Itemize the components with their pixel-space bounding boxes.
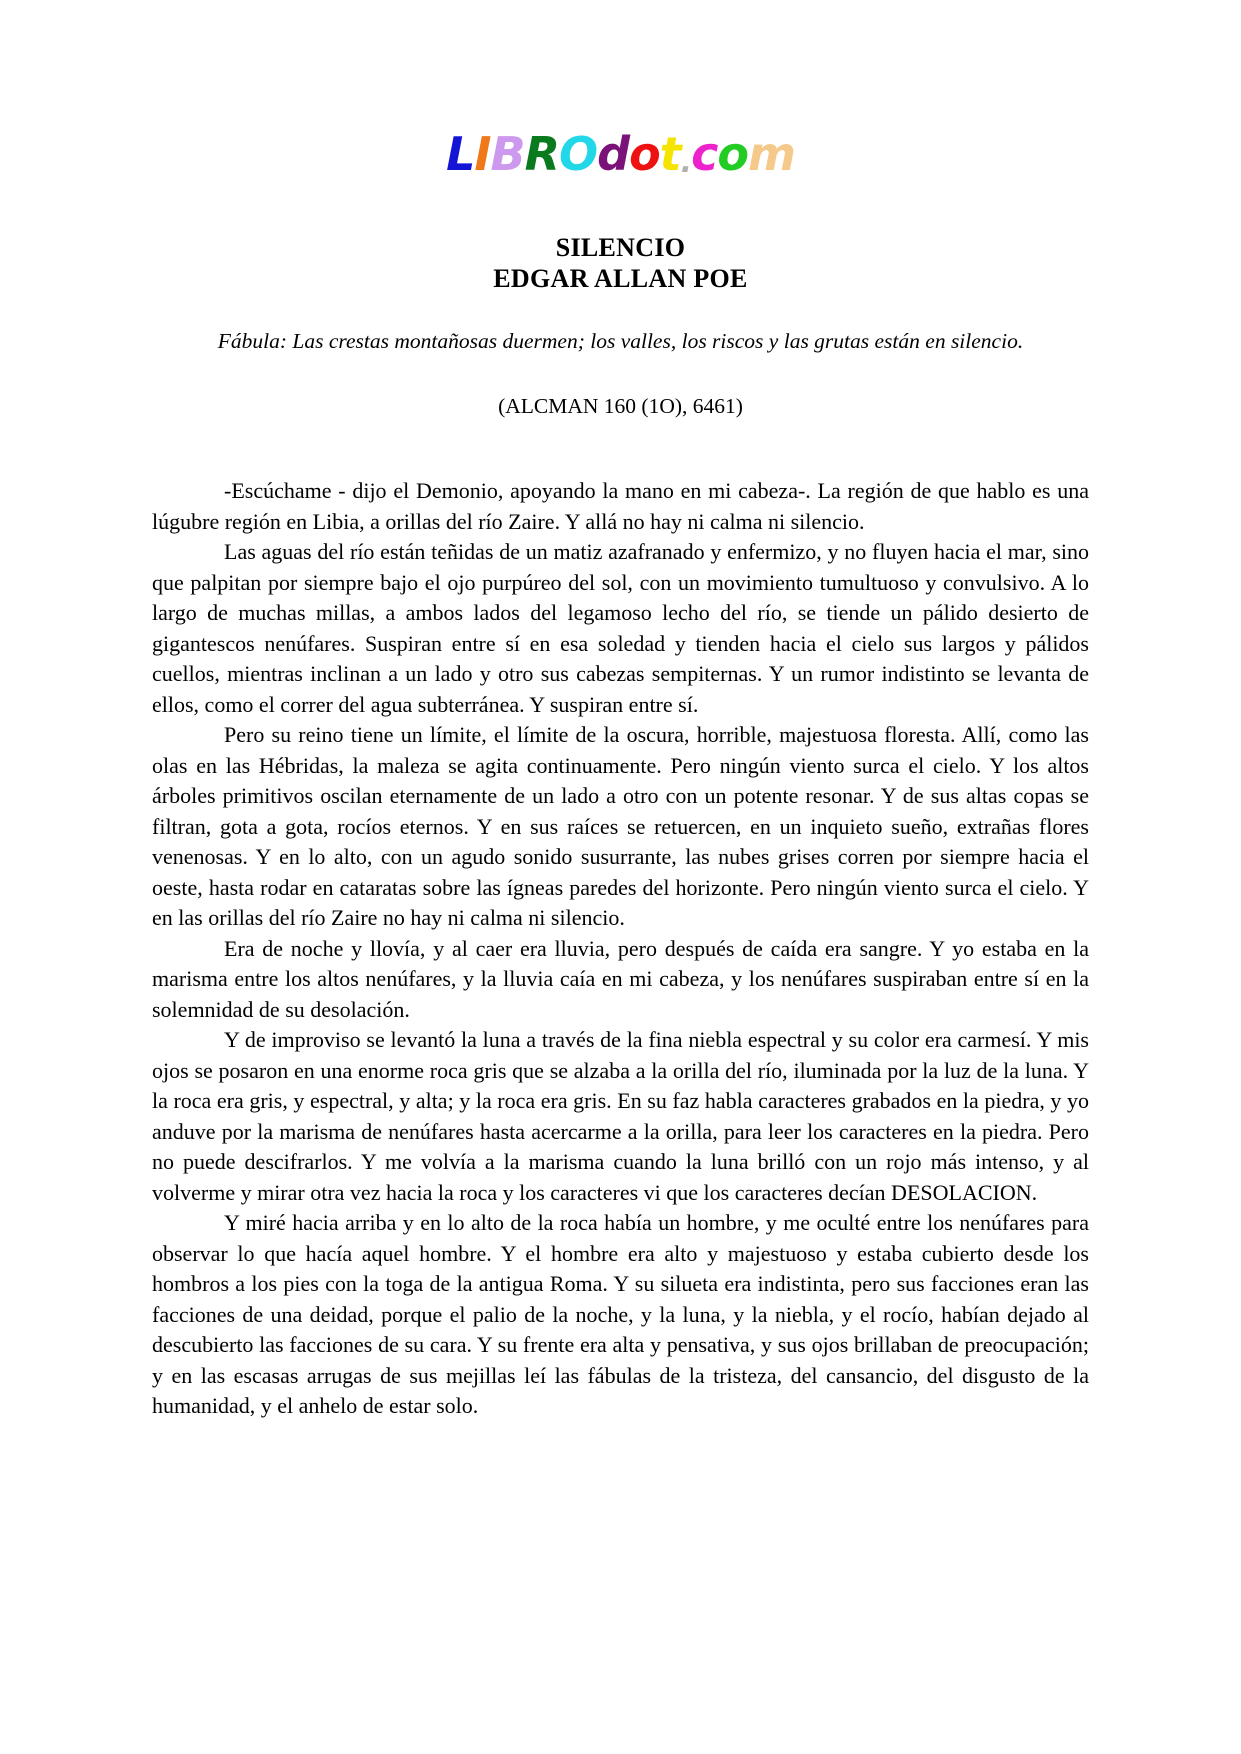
epigraph-text: Fábula: Las crestas montañosas duermen; los valles, los riscos y las grutas están en silencio.: [217, 329, 1024, 353]
body-paragraph: Era de noche y llovía, y al caer era lluvia, pero después de caída era sangre. Y yo estaba en la marisma entre los altos nenúfares, y la lluvia caía en mi cabeza, y los nenúfares suspiraban entre sí en la solemnidad de su desolación.: [152, 935, 1089, 1022]
body-paragraph: Las aguas del río están teñidas de un matiz azafranado y enfermizo, y no fluyen hacia el mar, sino que palpitan por siempre bajo el ojo purpúreo del sol, con un movimiento tumultuoso y convulsivo. A lo largo de muchas millas, a ambos lados del legamoso lecho del río, se tiende un pálido desierto de gigantescos nenúfares. Suspiran entre sí en esa soledad y tienden hacia el cielo sus largos y pálidos cuellos, mientras inclinan a un lado y otro sus cabezas sempiternas. Y un rumor indistinto se levanta de ellos, como el correr del agua subterránea. Y suspiran entre sí.: [152, 539, 1089, 717]
logo-letter-8: .: [680, 145, 692, 180]
logo-letter-9: c: [691, 127, 718, 181]
logo-letter-2: B: [490, 127, 525, 181]
title-block: [152, 232, 1089, 294]
logo-letter-7: t: [659, 127, 681, 181]
body-paragraph: -Escúchame - dijo el Demonio, apoyando la mano en mi cabeza-. La región de que hablo es una lúgubre región en Libia, a orillas del río Zaire. Y allá no hay ni calma ni silencio.: [152, 478, 1089, 534]
epigraph-citation: (ALCMAN 160 (1O), 6461): [498, 394, 743, 418]
logo-letter-11: m: [747, 127, 795, 181]
logo-letter-3: R: [524, 127, 560, 181]
librodot-logo[interactable]: [446, 128, 795, 187]
page-title: SILENCIO: [555, 233, 686, 262]
logo-letter-4: O: [559, 127, 598, 181]
body-paragraph: Pero su reino tiene un límite, el límite de la oscura, horrible, majestuosa floresta. Allí, como las olas en las Hébridas, la maleza se agita continuamente. Pero ningún viento surca el cielo. Y los altos árboles primitivos oscilan eternamente de un lado a otro con un potente resonar. Y de sus altas copas se filtran, gota a gota, rocíos eternos. Y en sus raíces se retuercen, en un inquieto sueño, extrañas flores venenosas. Y en lo alto, con un agudo sonido susurrante, las nubes grises corren por siempre hacia el oeste, hasta rodar en cataratas sobre las ígneas paredes del horizonte. Pero ningún viento surca el cielo. Y en las orillas del río Zaire no hay ni calma ni silencio.: [152, 722, 1089, 930]
document-author: EDGAR ALLAN POE: [493, 264, 748, 293]
logo-letter-1: I: [474, 127, 491, 181]
logo-letter-0: L: [446, 127, 475, 181]
logo-letter-6: o: [629, 127, 660, 181]
site-logo-container: [152, 0, 1089, 190]
logo-letter-10: o: [717, 127, 748, 181]
body-paragraph: Y de improviso se levantó la luna a través de la fina niebla espectral y su color era carmesí. Y mis ojos se posaron en una enorme roca gris que se alzaba a la orilla del río, iluminada por la luz de la luna. Y la roca era gris, y espectral, y alta; y la roca era gris. En su faz habla caracteres grabados en la piedra, y yo anduve por la marisma de nenúfares hasta acercarme a la orilla, para leer los caracteres en la piedra. Pero no puede descifrarlos. Y me volvía a la marisma cuando la luna brilló con un rojo más intenso, y al volverme y mirar otra vez hacia la roca y los caracteres vi que los caracteres decían DESOLACION.: [152, 1027, 1089, 1205]
body-text: [152, 476, 1089, 1422]
body-paragraph: Y miré hacia arriba y en lo alto de la roca había un hombre, y me oculté entre los nenúfares para observar lo que hacía aquel hombre. Y el hombre era alto y majestuoso y estaba cubierto desde los hombros a los pies con la toga de la antigua Roma. Y su silueta era indistinta, pero sus facciones eran las facciones de una deidad, porque el palio de la noche, y la luna, y la niebla, y el rocío, habían dejado al descubierto las facciones de su cara. Y su frente era alta y pensativa, y sus ojos brillaban de preocupación; y en las escasas arrugas de sus mejillas leí las fábulas de la tristeza, del cansancio, del disgusto de la humanidad, y el anhelo de estar solo.: [152, 1210, 1089, 1418]
logo-letter-5: d: [597, 127, 630, 181]
